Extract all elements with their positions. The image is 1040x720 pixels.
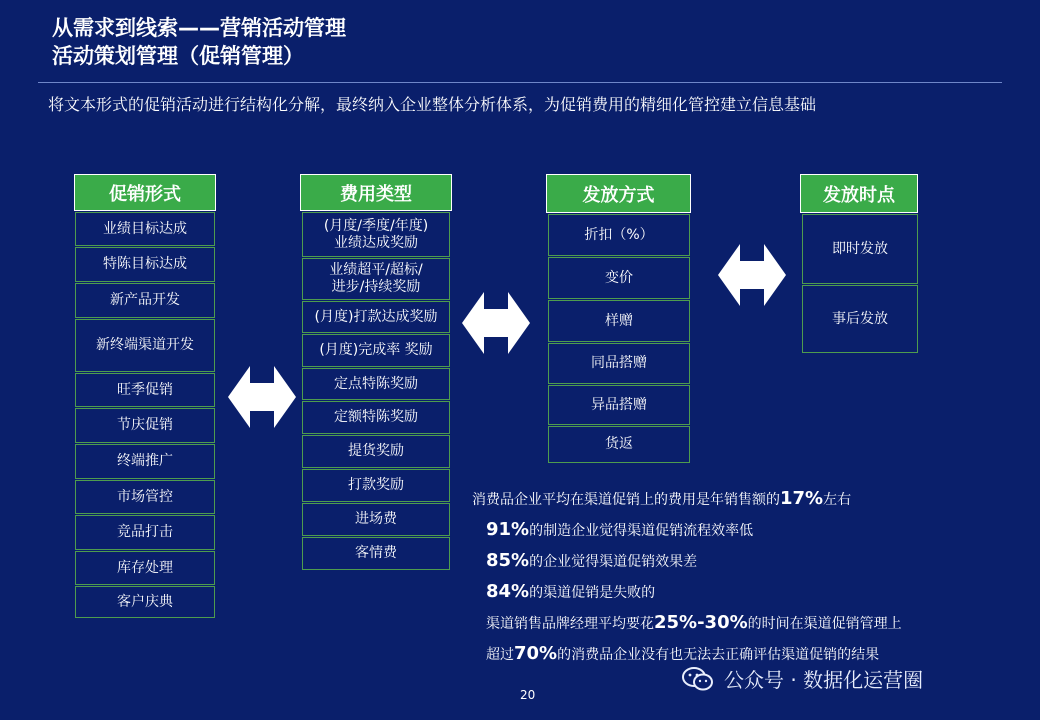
list-item: 客户庆典 (75, 586, 215, 618)
list-item: 旺季促销 (75, 373, 215, 407)
list-item: 终端推广 (75, 444, 215, 479)
list-item: 异品搭赠 (548, 385, 690, 425)
title-divider (38, 82, 1002, 83)
column-header: 费用类型 (300, 174, 452, 211)
list-item: 业绩超平/超标/ 进步/持续奖励 (302, 258, 450, 300)
list-item: 新产品开发 (75, 283, 215, 318)
stat-line: 消费品企业平均在渠道促销上的费用是年销售额的17%左右 (472, 488, 852, 509)
list-item: 客情费 (302, 537, 450, 570)
list-item: 特陈目标达成 (75, 247, 215, 282)
list-item: (月度)打款达成奖励 (302, 301, 450, 333)
list-item: (月度/季度/年度) 业绩达成奖励 (302, 212, 450, 257)
list-item: 库存处理 (75, 551, 215, 585)
list-item: 打款奖励 (302, 469, 450, 502)
title-line1: 从需求到线索——营销活动管理 (52, 16, 346, 40)
list-item: 业绩目标达成 (75, 212, 215, 246)
page-title (52, 14, 346, 70)
list-item: 折扣（%） (548, 214, 690, 256)
watermark (682, 664, 923, 693)
statistics-list (472, 484, 902, 670)
page-number: 20 (520, 688, 536, 702)
double-arrow-icon (228, 366, 296, 428)
stat-line: 91%的制造企业觉得渠道促销流程效率低 (486, 519, 754, 540)
double-arrow-icon (462, 292, 530, 354)
list-item: 货返 (548, 426, 690, 463)
list-item: 新终端渠道开发 (75, 319, 215, 372)
list-item: 进场费 (302, 503, 450, 536)
list-item: 市场管控 (75, 480, 215, 514)
list-item: 样赠 (548, 300, 690, 342)
stat-line: 渠道销售品牌经理平均要花25%-30%的时间在渠道促销管理上 (486, 612, 902, 633)
list-item: 变价 (548, 257, 690, 299)
stat-line: 85%的企业觉得渠道促销效果差 (486, 550, 698, 571)
stat-line: 84%的渠道促销是失败的 (486, 581, 656, 602)
list-item: 定额特陈奖励 (302, 401, 450, 434)
list-item: 同品搭赠 (548, 343, 690, 384)
column-header: 促销形式 (74, 174, 216, 211)
wechat-icon (682, 666, 714, 692)
list-item: 竞品打击 (75, 515, 215, 550)
list-item: 事后发放 (802, 285, 918, 353)
column-header: 发放方式 (546, 174, 691, 213)
list-item: 提货奖励 (302, 435, 450, 468)
double-arrow-icon (718, 244, 786, 306)
column-header: 发放时点 (800, 174, 918, 213)
list-item: (月度)完成率 奖励 (302, 334, 450, 367)
list-item: 节庆促销 (75, 408, 215, 443)
stat-line: 超过70%的消费品企业没有也无法去正确评估渠道促销的结果 (486, 643, 880, 664)
watermark-text: 公众号 · 数据化运营圈 (724, 668, 924, 692)
title-line2: 活动策划管理（促销管理） (52, 44, 304, 68)
list-item: 定点特陈奖励 (302, 368, 450, 400)
list-item: 即时发放 (802, 214, 918, 284)
subtitle: 将文本形式的促销活动进行结构化分解，最终纳入企业整体分析体系，为促销费用的精细化管控建立信息基础 (48, 95, 817, 114)
